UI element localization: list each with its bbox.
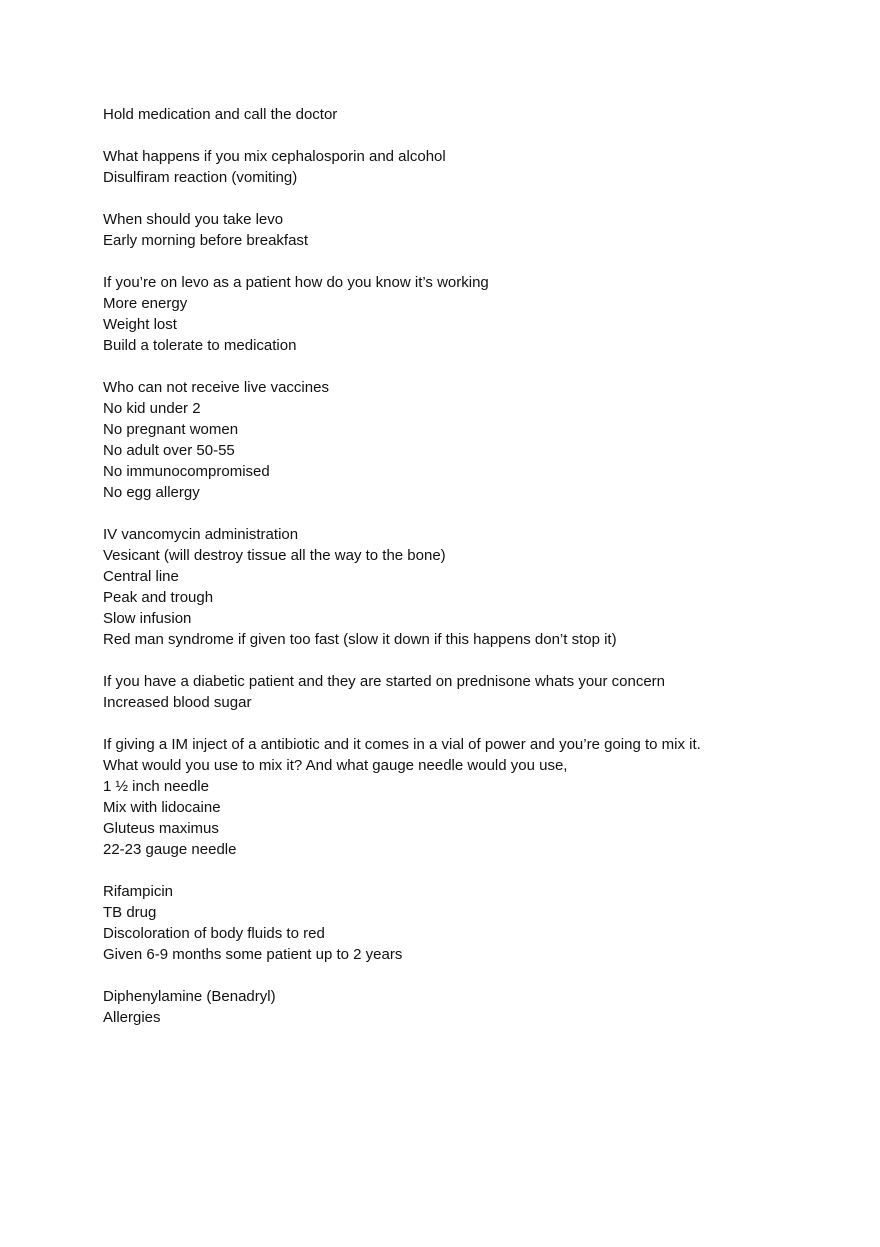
- answer-line: Weight lost: [103, 316, 177, 333]
- question-line: If you’re on levo as a patient how do you know it’s working: [103, 274, 489, 291]
- answer-line: Gluteus maximus: [103, 820, 219, 837]
- question-line: Who can not receive live vaccines: [103, 379, 329, 396]
- question-line: IV vancomycin administration: [103, 526, 299, 543]
- answer-line: TB drug: [103, 904, 157, 921]
- question-line: What happens if you mix cephalosporin and alcohol: [103, 148, 446, 165]
- answer-line: Red man syndrome if given too fast (slow it down if this happens don’t stop it): [103, 631, 617, 648]
- document-content: [103, 104, 823, 1049]
- note-block: [103, 881, 823, 965]
- note-block: [103, 146, 823, 188]
- answer-line: No pregnant women: [103, 421, 239, 438]
- note-block: [103, 209, 823, 251]
- note-block: [103, 734, 823, 860]
- note-block: [103, 104, 823, 125]
- note-block: [103, 671, 823, 713]
- answer-line: 1 ½ inch needle: [103, 778, 209, 795]
- question-line: When should you take levo: [103, 211, 284, 228]
- answer-line: Build a tolerate to medication: [103, 337, 297, 354]
- question-line: Diphenylamine (Benadryl): [103, 988, 276, 1005]
- note-block: [103, 272, 823, 356]
- answer-line: No egg allergy: [103, 484, 200, 501]
- answer-line: Mix with lidocaine: [103, 799, 221, 816]
- question-line: If you have a diabetic patient and they are started on prednisone whats your concern: [103, 673, 666, 690]
- answer-line: Peak and trough: [103, 589, 214, 606]
- answer-line: Central line: [103, 568, 179, 585]
- answer-line: Slow infusion: [103, 610, 192, 627]
- answer-line: No adult over 50-55: [103, 442, 235, 459]
- answer-line: Vesicant (will destroy tissue all the way to the bone): [103, 547, 446, 564]
- question-line: Rifampicin: [103, 883, 174, 900]
- answer-line: More energy: [103, 295, 188, 312]
- note-block: [103, 524, 823, 650]
- answer-line: Disulfiram reaction (vomiting): [103, 169, 298, 186]
- answer-line: No immunocompromised: [103, 463, 270, 480]
- answer-line: 22-23 gauge needle: [103, 841, 237, 858]
- note-block: [103, 377, 823, 503]
- answer-line: Allergies: [103, 1009, 161, 1026]
- answer-line: Discoloration of body fluids to red: [103, 925, 325, 942]
- question-line: What would you use to mix it? And what gauge needle would you use,: [103, 757, 568, 774]
- answer-line: Early morning before breakfast: [103, 232, 309, 249]
- note-line: Hold medication and call the doctor: [103, 106, 338, 123]
- note-block: [103, 986, 823, 1028]
- answer-line: No kid under 2: [103, 400, 201, 417]
- answer-line: Given 6-9 months some patient up to 2 years: [103, 946, 403, 963]
- question-line: If giving a IM inject of a antibiotic and it comes in a vial of power and you’re going to mix it.: [103, 736, 701, 753]
- answer-line: Increased blood sugar: [103, 694, 252, 711]
